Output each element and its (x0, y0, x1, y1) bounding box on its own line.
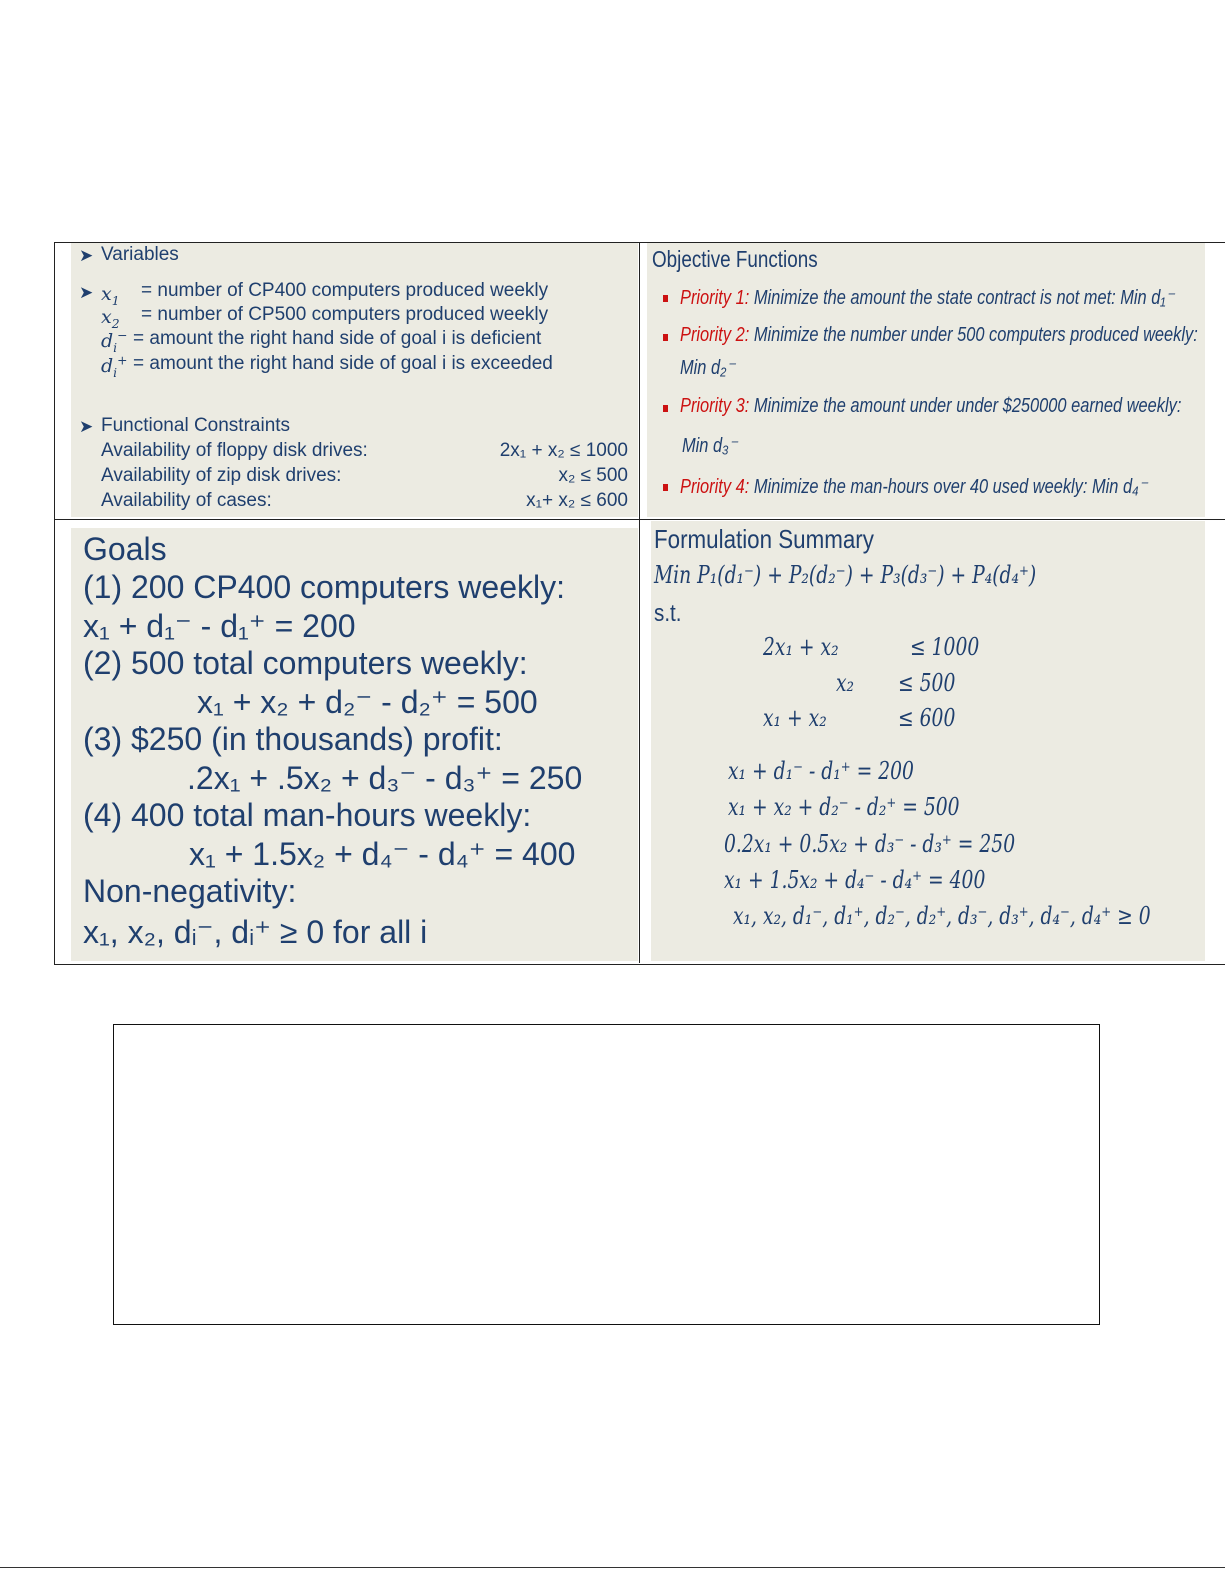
variables-panel (71, 243, 638, 517)
goal-2-text: (2) 500 total computers weekly: (83, 645, 528, 681)
priority-1-line: Priority 1: Minimize the amount the state contract is not met: Min d₁⁻ (680, 287, 1175, 309)
zip-label: Availability of zip disk drives: (101, 465, 342, 486)
summary-objective: Min P₁(d₁⁻) + P₂(d₂⁻) + P₃(d₃⁻) + P₄(d₄⁺) (654, 561, 1037, 589)
summary-constraint-2-lhs: x₂ (836, 669, 855, 697)
goal-3-equation: .2x₁ + .5x₂ + d₃⁻ - d₃⁺ = 250 (187, 760, 583, 796)
priority-bullet-icon (663, 295, 668, 302)
x2-symbol: $x_2$ (101, 306, 120, 331)
grid-horizontal-divider (54, 519, 1225, 520)
zip-expression: x₂ ≤ 500 (558, 465, 628, 486)
summary-constraint-3-lhs: x₁ + x₂ (763, 704, 827, 732)
goal-4-equation: x₁ + 1.5x₂ + d₄⁻ - d₄⁺ = 400 (189, 836, 576, 872)
objectives-heading: Objective Functions (652, 246, 818, 272)
goal-2-equation: x₁ + x₂ + d₂⁻ - d₂⁺ = 500 (197, 684, 538, 720)
priority-bullet-icon (663, 484, 668, 491)
priority-2-line: Priority 2: Minimize the number under 500 computers produced weekly: (680, 324, 1198, 346)
goal-1-text: (1) 200 CP400 computers weekly: (83, 569, 565, 605)
d-minus-description: = amount the right hand side of goal i is deficient (133, 328, 542, 349)
summary-goal-2: x₁ + x₂ + d₂⁻ - d₂⁺ = 500 (728, 793, 960, 821)
floppy-expression: 2x₁ + x₂ ≤ 1000 (499, 440, 628, 461)
summary-subject-to: s.t. (654, 600, 682, 627)
constraints-heading: Functional Constraints (101, 415, 291, 436)
x2-description: = number of CP500 computers produced weekly (141, 304, 549, 325)
goal-3-text: (3) $250 (in thousands) profit: (83, 721, 503, 757)
d-minus-symbol: $d_i^-$ (101, 328, 128, 355)
d-plus-description: = amount the right hand side of goal i is exceeded (133, 353, 553, 374)
priority-3-min: Min d₃⁻ (682, 435, 738, 457)
floppy-label: Availability of floppy disk drives: (101, 440, 368, 461)
goal-4-text: (4) 400 total man-hours weekly: (83, 797, 532, 833)
summary-goal-4: x₁ + 1.5x₂ + d₄⁻ - d₄⁺ = 400 (724, 866, 986, 894)
empty-answer-box (113, 1024, 1100, 1325)
goals-heading: Goals (83, 531, 167, 567)
arrow-bullet-icon: ➤ (79, 283, 94, 302)
d-plus-symbol: $d_i^+$ (101, 353, 128, 380)
nonnegativity-equation: x₁, x₂, dᵢ⁻, dᵢ⁺ ≥ 0 for all i (83, 914, 428, 950)
priority-bullet-icon (663, 405, 668, 412)
summary-heading: Formulation Summary (654, 524, 874, 554)
nonnegativity-heading: Non-negativity: (83, 873, 297, 909)
x1-description: = number of CP400 computers produced weekly (141, 280, 549, 301)
arrow-bullet-icon: ➤ (79, 417, 94, 436)
goal-1-equation: x₁ + d₁⁻ - d₁⁺ = 200 (83, 608, 356, 644)
objectives-panel (647, 243, 1205, 517)
goals-panel (71, 528, 638, 961)
summary-panel (651, 521, 1205, 961)
x1-symbol: $x_1$ (101, 283, 120, 308)
cases-label: Availability of cases: (101, 490, 272, 511)
arrow-bullet-icon: ➤ (79, 246, 94, 265)
summary-goal-3: 0.2x₁ + 0.5x₂ + d₃⁻ - d₃⁺ = 250 (724, 830, 1016, 858)
summary-constraint-2-rhs: ≤ 500 (898, 669, 956, 697)
summary-constraint-1-lhs: 2x₁ + x₂ (763, 633, 839, 661)
summary-nonnegativity: x₁, x₂, d₁⁻, d₁⁺, d₂⁻, d₂⁺, d₃⁻, d₃⁺, d₄⁻, d₄⁺ ≥ 0 (733, 902, 1151, 930)
variables-heading: Variables (101, 244, 179, 265)
grid-vertical-divider (639, 242, 640, 963)
summary-constraint-3-rhs: ≤ 600 (898, 704, 956, 732)
priority-bullet-icon (663, 334, 668, 341)
cases-expression: x₁+ x₂ ≤ 600 (526, 490, 628, 511)
page-bottom-rule (0, 1567, 1225, 1568)
priority-3-line: Priority 3: Minimize the amount under under $250000 earned weekly: (680, 395, 1182, 417)
priority-2-min: Min d₂⁻ (680, 357, 736, 379)
priority-4-line: Priority 4: Minimize the man-hours over 40 used weekly: Min d₄⁻ (680, 476, 1148, 498)
summary-goal-1: x₁ + d₁⁻ - d₁⁺ = 200 (728, 757, 914, 785)
summary-constraint-1-rhs: ≤ 1000 (910, 633, 980, 661)
